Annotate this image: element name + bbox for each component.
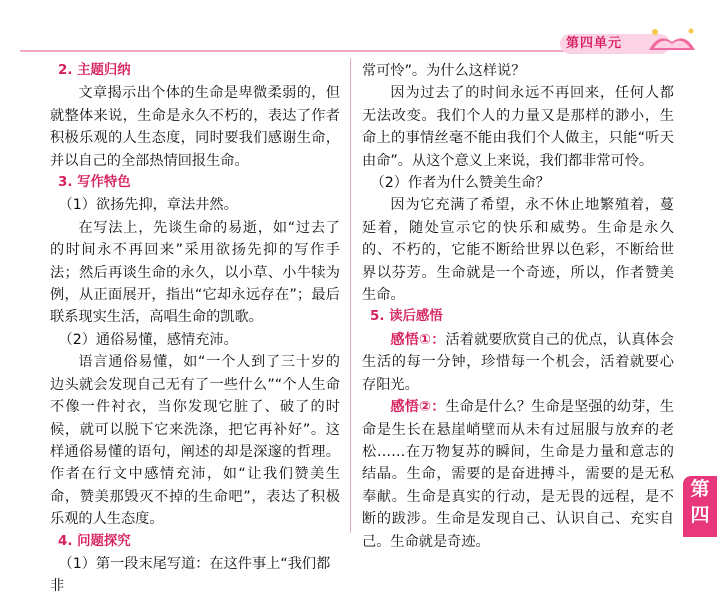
question-continuation: 常可怜”。为什么这样说？ [362, 63, 526, 79]
reflection-1 [362, 329, 674, 396]
reflection-text: 活着就要欣赏自己的优点，认真体会生活的每一分钟，珍惜每一个机会，活着就要心存阳光。 [362, 331, 674, 393]
left-column [50, 60, 340, 598]
side-tab-char: 四 [690, 504, 710, 526]
column-divider [350, 58, 351, 533]
reflection-label: 感悟①： [390, 331, 446, 348]
section-heading-reflection: 5. 读后感悟 [370, 309, 443, 325]
paragraph: 文章揭示出个体的生命是卑微柔弱的，但就整体来说，生命是永久不朽的，表达了作者积极乐观的人生态度，同时要我们感谢生命，并以自己的全部热情回报生命。 [50, 85, 340, 169]
section-heading-writing: 3. 写作特色 [58, 175, 131, 191]
right-column [362, 60, 674, 553]
section-heading-questions: 4. 问题探究 [58, 533, 131, 549]
reflection-label: 感悟②： [390, 399, 446, 416]
unit-label: 第四单元 [566, 36, 623, 51]
paragraph: 语言通俗易懂，如“一个人到了三十岁的边头就会发现自己无有了一些什么”“个人生命不像一件衬衣，当你发现它脏了、破了的时候，就可以脱下它来洗涤，把它再补好”。这样通俗易懂的语句，阐述的却是深邃的哲理。作者在行文中感情充沛，如“让我们赞美生命，赞美那毁灭不掉的生命吧”，表达了积极乐观的人生态度。 [50, 354, 340, 528]
answer-paragraph: 因为过去了的时间永远不再回来，任何人都无法改变。我们个人的力量又是那样的渺小，生命上的事情丝毫不能由我们个人做主，只能“听天由命”。从这个意义上来说，我们都非常可怜。 [362, 85, 674, 169]
section-heading-theme: 2. 主题归纳 [58, 63, 131, 78]
reflection-2 [362, 396, 674, 553]
subheading: （1）欲扬先抑，章法井然。 [58, 197, 238, 214]
question-text: （1）第一段末尾写道：在这件事上“我们都非 [50, 555, 331, 595]
side-tab-char: 第 [690, 478, 710, 500]
paragraph: 在写法上，先谈生命的易逝，如“过去了的时间永不再回来”采用欲扬先抑的写作手法；然后再谈生命的永久，以小草、小牛犊为例，从正面展开，指出“它却永远存在”；最后联系现实生活，高唱生命的凯歌。 [50, 219, 340, 326]
question-text: （2）作者为什么赞美生命？ [370, 175, 550, 192]
page-header [0, 0, 717, 58]
chapter-side-tab [683, 476, 717, 537]
reflection-text: 生命是什么？生命是坚强的幼芽，生命是生长在悬崖峭壁而从未有过屈服与放弃的老松……在万物复苏的瞬间，生命是力量和意志的结晶。生命，需要的是奋进搏斗，需要的是无私奉献。生命是真实的行动，是无畏的远程，是不断的跋涉。生命是发现自己、认识自己、充实自己。生命就是奇迹。 [362, 399, 674, 550]
header-rule [20, 50, 580, 52]
subheading: （2）通俗易懂，感情充沛。 [58, 331, 238, 348]
book-decoration-icon [645, 26, 699, 56]
answer-paragraph: 因为它充满了希望，永不休止地繁殖着，蔓延着，随处宣示它的快乐和威势。生命是永久的、不朽的，它能不断给世界以色彩，不断给世界以芬芳。生命就是一个奇迹，所以，作者赞美生命。 [362, 197, 674, 304]
